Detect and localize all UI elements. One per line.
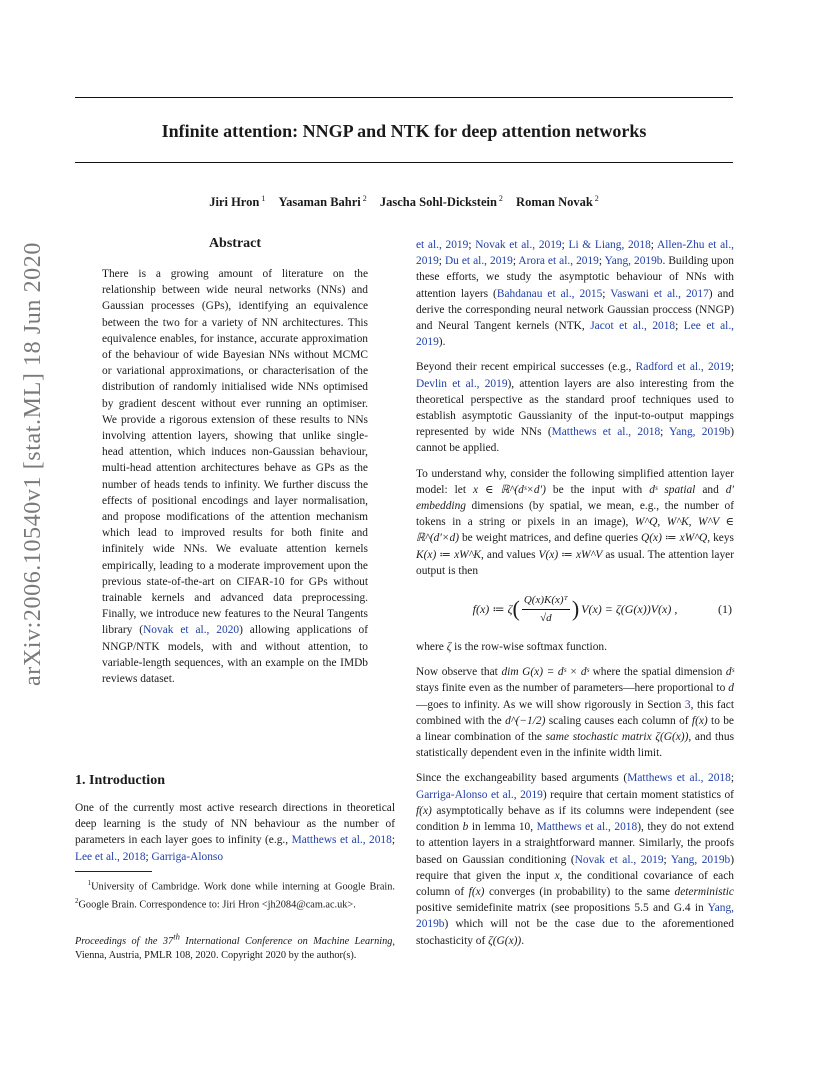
citation-link[interactable]: Radford et al., 2019 [635,361,731,374]
math-inline: V(x) ≔ xW^V [538,548,603,561]
abstract-text: There is a growing amount of literature on the relationship between wide neural networks (NNs) and Gaussian processes (GPs), identifying an equivalence between the two for a variety of NN architectures. This equivalence enables, for instance, accurate approximation of the behaviour of wide Bayesian NNs without MCMC or variational approximations, or characterisation of the distribution of randomly initialised wide NNs optimised by gradient descent without ever running an optimiser. We provide a rigorous extension of these results to NNs involving attention layers, showing that unlike single-head attention, which induces non-Gaussian behaviour, multi-head attention architectures behave as GPs as the number of heads tends to infinity. We further discuss the effects of positional encodings and layer normalisation, and propose modifications of the attention mechanism which lead to improved results for both finite and infinitely wide NNs. We evaluate attention kernels empirically, leading to a moderate improvement upon the previous state-of-the-art on CIFAR-10 for GPs without trainable kernels and advanced data preprocessing. Finally, we introduce new features to the Neural Tangents library (Novak et al., 2020) allowing applications of NNGP/NTK models, with and without attention, to variable-length sequences, with an example on the IMDb reviews dataset. [102,268,369,686]
section-heading: 1. Introduction [75,773,165,788]
math-inline: ζ [446,641,452,654]
citation-link[interactable]: Bahdanau et al., 2015 [496,287,603,300]
paragraph: Beyond their recent empirical successes (e.g., Radford et al., 2019; Devlin et al., 2019), attention layers are also interesting from the theoretical perspective as the standard proof techniques used to establish asymptotic Gaussianity of the input-to-output mappings represented by wide NNs (Matthews et al., 2018; Yang, 2019b) cannot be applied. [416,361,735,455]
math-inline: W^Q, W^K, W^V ∈ ℝ^(d′×d) [416,516,734,545]
citation-link[interactable]: Matthews et al., 2018 [291,834,392,847]
paragraph: et al., 2019; Novak et al., 2019; Li & Liang, 2018; Allen-Zhu et al., 2019; Du et al., 2019; Arora et al., 2019; Yang, 2019b. Building upon these efforts, we study the asymptotic behaviour of NNs with attention layers (Bahdanau et al., 2015; Vaswani et al., 2017) and derive the corresponding neural network Gaussian proccess (NNGP) and Neural Tangent kernels (NTK, Jacot et al., 2018; Lee et al., 2019). [416,239,735,349]
equation-1: f(x) ≔ ζ ( Q(x)K(x)ᵀ √d ) V(x) = ζ(G(x))V(x) , (1) [416,589,734,629]
math-inline: ζ(G(x)) [655,731,689,744]
paragraph: To understand why, consider the following simplified attention layer model: let x ∈ ℝ^(dˢ×d′) be the input with dˢ spatial and d′ embedding dimensions (by spatial, we mean, e.g., the number of tokens in a string or pixels in an image), W^Q, W^K, W^V ∈ ℝ^(d′×d) be weight matrices, and define queries Q(x) ≔ xW^Q, keys K(x) ≔ xW^K, and values V(x) ≔ xW^V as usual. The attention layer output is then [416,467,735,577]
citation-link[interactable]: Vaswani et al., 2017 [610,287,709,300]
citation-link[interactable]: Yang, 2019b [669,426,731,439]
proceedings-note: Proceedings of the 37th International Conference on Machine Learning, Vienna, Austria, PMLR 108, 2020. Copyright 2020 by the author(s). [75,932,395,962]
citation-link[interactable]: Matthews et al., 2018 [627,772,731,785]
author-list [75,190,733,211]
math-inline: d′ [725,483,734,496]
citation-link[interactable]: Li & Liang, 2018 [568,239,651,251]
math-inline: f(x) [691,714,708,727]
citation-link[interactable]: Arora et al., 2019 [518,255,599,268]
citation-link[interactable]: Lee et al., 2019 [416,320,735,349]
citation-link[interactable]: Novak et al., 2019 [475,239,562,251]
citation-link[interactable]: Jacot et al., 2018 [590,320,676,333]
math-inline: d^(−1/2) [505,714,546,727]
paragraph: Now observe that dim G(x) = dˢ × dˢ where the spatial dimension dˢ stays finite even as the number of parameters—here proportional to d—goes to infinity. As we will show rigorously in Section 3, this fact combined with the d^(−1/2) scaling causes each column of f(x) to be a linear combination of the same stochastic matrix ζ(G(x)), and thus statistically dependent even in the infinite width limit. [416,666,735,760]
citation-link[interactable]: Matthews et al., 2018 [536,821,638,834]
math-inline: Q(x) ≔ xW^Q [641,532,708,545]
math-inline: f(x) [468,885,485,898]
math-inline: x [554,869,560,882]
citation-link[interactable]: Yang, 2019b [604,255,663,268]
math-inline: dˢ [649,483,658,496]
citation-link[interactable]: et al., 2019 [416,239,469,251]
citation-link[interactable]: Yang, 2019b [670,853,731,866]
math-inline: dˢ [725,666,734,679]
author: Jiri Hron $^1$ [209,194,266,210]
right-column [416,237,734,958]
paper-title: Infinite attention: NNGP and NTK for deep attention networks [161,121,647,141]
citation-link[interactable]: Lee et al., 2018 [75,850,146,863]
abstract-heading: Abstract [208,236,262,251]
paragraph: Since the exchangeability based arguments (Matthews et al., 2018; Garriga-Alonso et al., 2019) require that certain moment statistics of f(x) asymptotically behave as if its columns were independent (see condition b in lemma 10, Matthews et al., 2018), they do not extend to attention layers in a straightforward manner. Similarly, the proofs based on Gaussian conditioning (Novak et al., 2019; Yang, 2019b) require that given the input x, the conditional covariance of each column of f(x) converges (in probability) to the same deterministic positive semidefinite matrix (see propositions 5.5 and G.4 in Yang, 2019b) which will not be the case due to the aforementioned stochasticity of ζ(G(x)). [416,772,735,947]
title-rule-top [75,97,733,98]
math-inline: x ∈ ℝ^(dˢ×d′) [473,483,546,496]
citation-link[interactable]: Yang, 2019b [416,902,734,931]
arxiv-stamp: arXiv:2006.10540v1 [stat.ML] 18 Jun 2020 [20,242,46,686]
math-inline: K(x) ≔ xW^K [416,548,482,561]
section-link[interactable]: 3 [684,698,691,711]
citation-link[interactable]: Allen-Zhu et al., 2019 [416,239,735,268]
citation-link[interactable]: Garriga-Alonso [151,850,224,863]
title-rule-bottom [75,162,733,163]
footnote: $^1$University of Cambridge. Work done while interning at Google Brain. $^2$Google Brain. Correspondence to: Jiri Hron <jh2084@cam.ac.uk>. [75,879,395,911]
citation-link[interactable]: Garriga-Alonso et al., 2019 [416,788,543,801]
math-inline: ζ(G(x)) [488,934,522,947]
math-inline: d [728,682,734,695]
math-inline: f(x) [416,804,432,817]
citation-link[interactable]: Du et al., 2019 [444,255,513,268]
author: Roman Novak $^2$ [516,194,599,210]
paragraph: where ζ is the row-wise softmax function. [416,641,607,654]
author: Yasaman Bahri $^2$ [278,194,367,210]
citation-link[interactable]: Devlin et al., 2019 [416,377,508,390]
intro-paragraph: One of the currently most active research directions in theoretical deep learning is the study of NN behaviour as the number of parameters in each layer goes to infinity (e.g., Matthews et al., 2018; Lee et al., 2018; Garriga-Alonso [75,802,395,863]
citation-link[interactable]: Matthews et al., 2018 [551,426,661,439]
equation-number: (1) [718,601,732,616]
fraction: Q(x)K(x)ᵀ √d [523,594,568,624]
math-inline: dim G(x) = dˢ × dˢ [501,666,589,679]
footnote-rule [75,871,152,872]
author: Jascha Sohl-Dickstein $^2$ [379,194,503,210]
citation-link[interactable]: Novak et al., 2019 [574,853,664,866]
citation-link[interactable]: Novak et al., 2020 [143,624,240,637]
